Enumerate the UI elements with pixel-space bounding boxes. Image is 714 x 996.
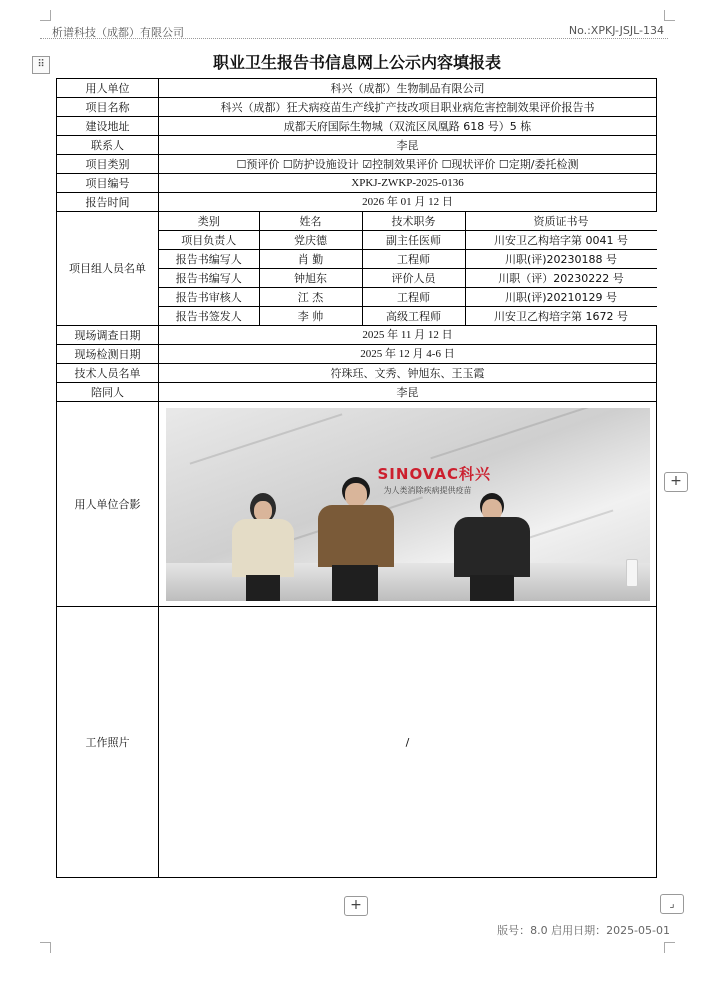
tech-staff-value[interactable]: 符珠珏、文秀、钟旭东、王玉霞 (159, 364, 657, 383)
team-header-name: 姓名 (259, 212, 362, 231)
person-right (450, 489, 534, 601)
team-role[interactable]: 项目负责人 (159, 231, 259, 250)
margin-corner-tl (40, 10, 51, 21)
project-no-value[interactable]: XPKJ-ZWKP-2025-0136 (159, 174, 657, 193)
table-row (57, 607, 657, 878)
project-type-value[interactable]: ☐预评价 ☐防护设施设计 ☑控制效果评价 ☐现状评价 ☐定期/委托检测 (159, 155, 657, 174)
project-name-label: 项目名称 (57, 98, 159, 117)
contact-value[interactable]: 李昆 (159, 136, 657, 155)
team-role[interactable]: 报告书编写人 (159, 269, 259, 288)
table-row (57, 212, 657, 326)
report-time-value[interactable]: 2026 年 01 月 12 日 (159, 193, 657, 212)
margin-corner-bl (40, 942, 51, 953)
team-row (159, 288, 657, 307)
team-title[interactable]: 高级工程师 (362, 307, 465, 326)
page-header (40, 22, 668, 39)
group-photo (166, 408, 650, 601)
team-title[interactable]: 评价人员 (362, 269, 465, 288)
team-name[interactable]: 江 杰 (259, 288, 362, 307)
report-time-label: 报告时间 (57, 193, 159, 212)
test-date-label: 现场检测日期 (57, 345, 159, 364)
team-cert[interactable]: 川职（评）20230222 号 (465, 269, 657, 288)
team-cert[interactable]: 川安卫乙构培字第 0041 号 (465, 231, 657, 250)
survey-date-value[interactable]: 2025 年 11 月 12 日 (159, 326, 657, 345)
group-photo-cell[interactable] (159, 402, 657, 607)
team-cert[interactable]: 川安卫乙构培字第 1672 号 (465, 307, 657, 326)
team-header-title: 技术职务 (362, 212, 465, 231)
display-bottle (626, 559, 638, 587)
team-row (159, 307, 657, 326)
team-header-row (159, 212, 657, 231)
address-value[interactable]: 成都天府国际生物城（双流区凤凰路 618 号）5 栋 (159, 117, 657, 136)
work-photo-value[interactable]: / (159, 607, 657, 878)
project-no-label: 项目编号 (57, 174, 159, 193)
project-type-label: 项目类别 (57, 155, 159, 174)
project-name-value[interactable]: 科兴（成都）狂犬病疫苗生产线扩产技改项目职业病危害控制效果评价报告书 (159, 98, 657, 117)
table-row (57, 117, 657, 136)
address-label: 建设地址 (57, 117, 159, 136)
team-role[interactable]: 报告书签发人 (159, 307, 259, 326)
add-row-button[interactable]: + (344, 896, 368, 916)
person-left (228, 489, 298, 601)
escort-label: 陪同人 (57, 383, 159, 402)
margin-corner-tr (664, 10, 675, 21)
header-company: 析谱科技（成都）有限公司 (52, 26, 184, 39)
team-table (159, 212, 657, 325)
survey-date-label: 现场调查日期 (57, 326, 159, 345)
group-photo-label: 用人单位合影 (57, 402, 159, 607)
table-row (57, 98, 657, 117)
team-name[interactable]: 李 帅 (259, 307, 362, 326)
escort-value[interactable]: 李昆 (159, 383, 657, 402)
table-resize-handle[interactable]: ⌟ (660, 894, 684, 914)
team-header-role: 类别 (159, 212, 259, 231)
table-row (57, 345, 657, 364)
contact-label: 联系人 (57, 136, 159, 155)
person-center (314, 473, 398, 601)
work-photo-label: 工作照片 (57, 607, 159, 878)
team-name[interactable]: 党庆德 (259, 231, 362, 250)
team-title[interactable]: 工程师 (362, 250, 465, 269)
team-name[interactable]: 钟旭东 (259, 269, 362, 288)
team-label: 项目组人员名单 (57, 212, 159, 326)
page-footer-version: 版号：8.0 启用日期：2025-05-01 (497, 924, 670, 937)
test-date-value[interactable]: 2025 年 12 月 4-6 日 (159, 345, 657, 364)
team-cert[interactable]: 川职(评)20230188 号 (465, 250, 657, 269)
table-row (57, 136, 657, 155)
team-cert[interactable]: 川职(评)20210129 号 (465, 288, 657, 307)
team-row (159, 269, 657, 288)
team-name[interactable]: 肖 勤 (259, 250, 362, 269)
sinovac-logo: SINOVAC科兴 (377, 464, 491, 483)
margin-corner-br (664, 942, 675, 953)
team-cell (159, 212, 657, 326)
table-row (57, 193, 657, 212)
add-column-button[interactable]: + (664, 472, 688, 492)
table-row (57, 383, 657, 402)
employer-value[interactable]: 科兴（成都）生物制品有限公司 (159, 79, 657, 98)
tech-staff-label: 技术人员名单 (57, 364, 159, 383)
table-row (57, 79, 657, 98)
team-row (159, 250, 657, 269)
header-doc-number: No.:XPKJ-JSJL-134 (568, 24, 664, 37)
table-row (57, 174, 657, 193)
employer-label: 用人单位 (57, 79, 159, 98)
table-row (57, 155, 657, 174)
table-row (57, 364, 657, 383)
team-header-cert: 资质证书号 (465, 212, 657, 231)
page-title: 职业卫生报告书信息网上公示内容填报表 (212, 53, 501, 72)
table-row (57, 402, 657, 607)
table-move-handle[interactable]: ⠿ (32, 56, 50, 74)
team-title[interactable]: 副主任医师 (362, 231, 465, 250)
team-role[interactable]: 报告书审核人 (159, 288, 259, 307)
team-title[interactable]: 工程师 (362, 288, 465, 307)
table-row (57, 326, 657, 345)
team-row (159, 231, 657, 250)
logo-slogan: 为人类消除疾病提供疫苗 (383, 485, 472, 495)
info-table (56, 78, 657, 878)
team-role[interactable]: 报告书编写人 (159, 250, 259, 269)
